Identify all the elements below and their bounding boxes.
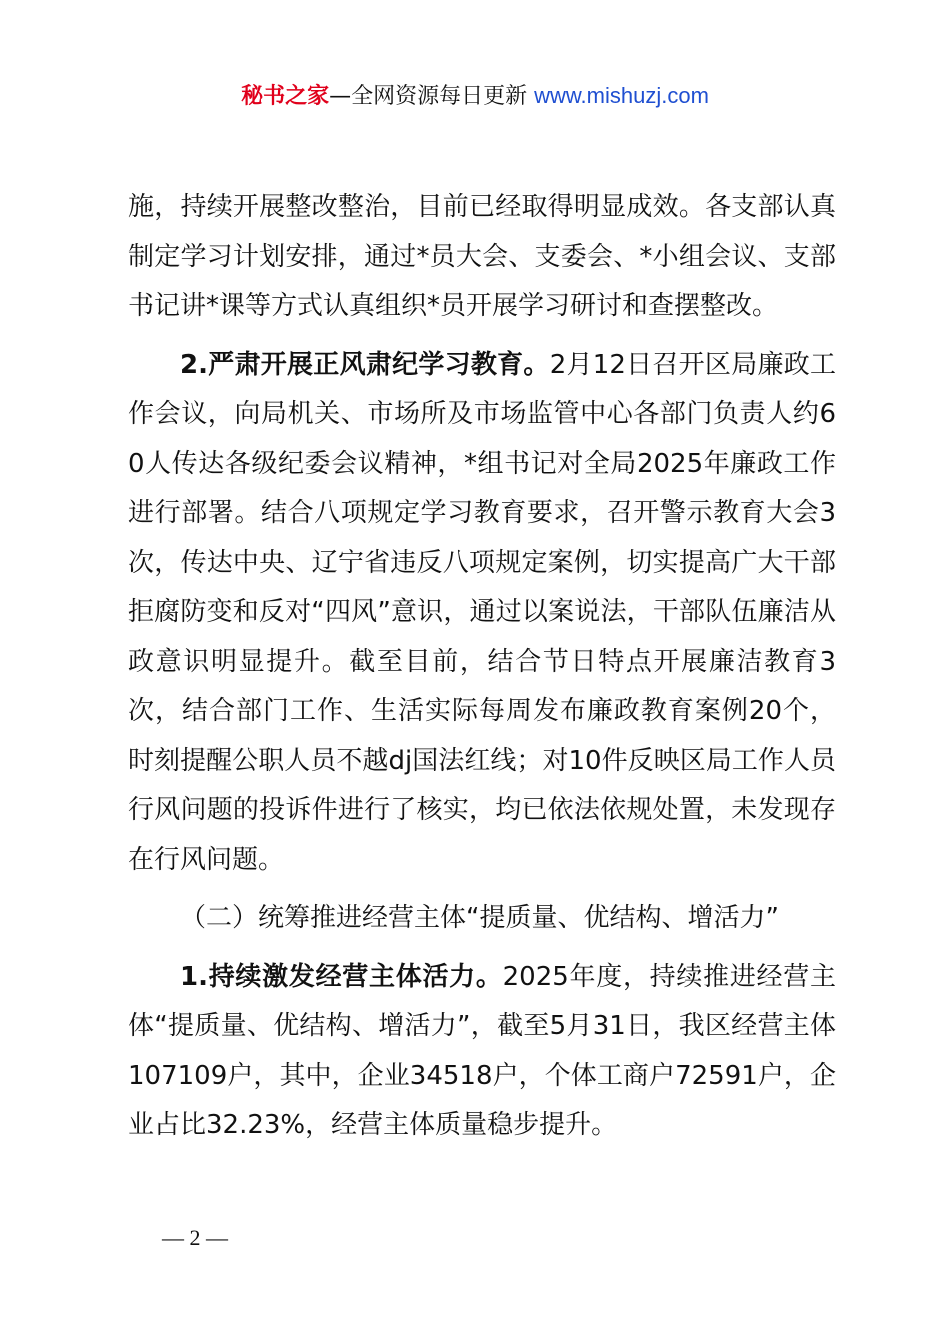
paragraph-lead-heading: 2.严肃开展正风肃纪学习教育。 [180,349,550,380]
document-body [128,183,836,1151]
paragraph-business-vitality [128,953,836,1151]
site-header [0,80,950,113]
paragraph-lead-heading: 1.持续激发经营主体活力。 [180,961,503,992]
paragraph-text: 2月12日召开区局廉政工作会议，向局机关、市场所及市场监管中心各部门负责人约60人传达各级纪委会议精神，*组书记对全局2025年廉政工作进行部署。结合八项规定学习教育要求，召开警示教育大会3次，传达中央、辽宁省违反八项规定案例，切实提高广大干部拒腐防变和反对“四风”意识，通过以案说法，干部队伍廉洁从政意识明显提升。截至目前，结合节日特点开展廉洁教育3次，结合部门工作、生活实际每周发布廉政教育案例20个，时刻提醒公职人员不越dj国法红线；对10件反映区局工作人员行风问题的投诉件进行了核实，均已依法依规处置，未发现存在行风问题。 [128,349,836,875]
paragraph-continuation: 施，持续开展整改整治，目前已经取得明显成效。各支部认真制定学习计划安排，通过*员大会、支委会、*小组会议、支部书记讲*课等方式认真组织*员开展学习研讨和查摆整改。 [128,192,836,321]
paragraph-discipline-education [128,341,836,886]
paragraph-text: 2025年度，持续推进经营主体“提质量、优结构、增活力”，截至5月31日，我区经营主体107109户，其中，企业34518户，个体工商户72591户，企业占比32.23%，经营主体质量稳步提升。 [128,961,837,1140]
page-number: — 2 — [162,1225,228,1250]
brand-name: 秘书之家 [241,84,330,109]
site-url[interactable]: www.mishuzj.com [534,83,709,108]
section-heading: （二）统筹推进经营主体“提质量、优结构、增活力” [180,903,779,933]
header-slogan: —全网资源每日更新 [329,84,535,109]
